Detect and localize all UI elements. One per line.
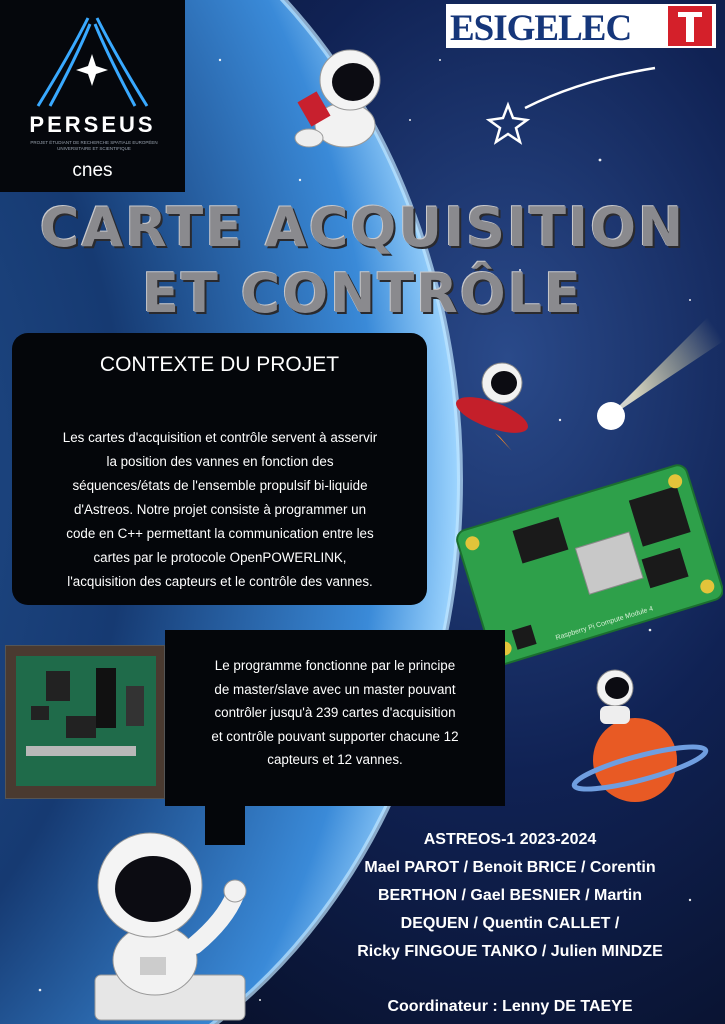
esigelec-wordmark: ESIGELEC	[450, 8, 632, 49]
context-heading: CONTEXTE DU PROJET	[99, 353, 340, 376]
team-line: DEQUEN / Quentin CALLET /	[400, 915, 620, 932]
context-line: code en C++ permettant la communication entre les	[66, 526, 374, 541]
bubble-line: de master/slave avec un master pouvant	[214, 681, 456, 697]
perseus-wordmark: PERSEUS	[29, 112, 156, 137]
context-panel	[12, 333, 427, 605]
comet-icon	[585, 300, 725, 440]
shooting-star-icon	[480, 60, 660, 160]
esigelec-emblem-icon	[666, 4, 714, 48]
bubble-text	[173, 654, 497, 772]
astronaut-waving-icon	[75, 825, 250, 1024]
coordinator: Coordinateur : Lenny DE TAEYE	[387, 998, 633, 1015]
context-line: Les cartes d'acquisition et contrôle servent à asservir	[62, 430, 378, 445]
pcb-photo-image	[6, 646, 164, 798]
bubble-line: et contrôle pouvant supporter chacune 12	[211, 728, 459, 744]
esigelec-logo	[446, 4, 716, 48]
perseus-emblem-icon	[30, 14, 155, 109]
context-line: cartes par le protocole OpenPOWERLINK,	[93, 550, 347, 565]
astronaut-planet-icon	[570, 660, 720, 805]
bubble-line: contrôler jusqu'à 239 cartes d'acquisition	[214, 705, 456, 720]
cnes-logo: cnes	[72, 160, 113, 181]
board-label: Raspberry Pi Compute Module 4	[554, 605, 655, 642]
context-line: l'acquisition des capteurs et le contrôle des vannes.	[67, 574, 373, 589]
speech-bubble	[165, 630, 505, 806]
bubble-line: capteurs et 12 vannes.	[267, 752, 403, 767]
bubble-line: Le programme fonctionne par le principe	[214, 658, 456, 673]
project-name: ASTREOS-1 2023-2024	[423, 831, 597, 848]
team-line: BERTHON / Gael BESNIER / Martin	[377, 887, 643, 904]
pcb-photo	[5, 645, 165, 799]
poster-title-line-2: ET CONTRÔLE	[142, 262, 583, 325]
team-line: Ricky FINGOUE TANKO / Julien MINDZE	[357, 943, 663, 960]
context-line: la position des vannes en fonction des	[106, 454, 334, 469]
context-text	[34, 426, 406, 594]
astronaut-rocket-icon	[450, 355, 535, 455]
context-line: séquences/états de l'ensemble propulsif bi-liquide	[72, 478, 368, 493]
credits	[300, 826, 720, 966]
poster-title-line-1: CARTE ACQUISITION	[39, 196, 686, 259]
team-line: Mael PAROT / Benoit BRICE / Corentin	[364, 859, 656, 876]
perseus-logo	[0, 0, 185, 192]
astronaut-reading-icon	[285, 40, 395, 155]
perseus-subtitle: PROJET ÉTUDIANT DE RECHERCHE SPATIALE EUROPÉEN UNIVERSITAIRE ET SCIENTIFIQUE	[30, 140, 158, 151]
context-line: d'Astreos. Notre projet consiste à programmer un	[73, 502, 367, 517]
